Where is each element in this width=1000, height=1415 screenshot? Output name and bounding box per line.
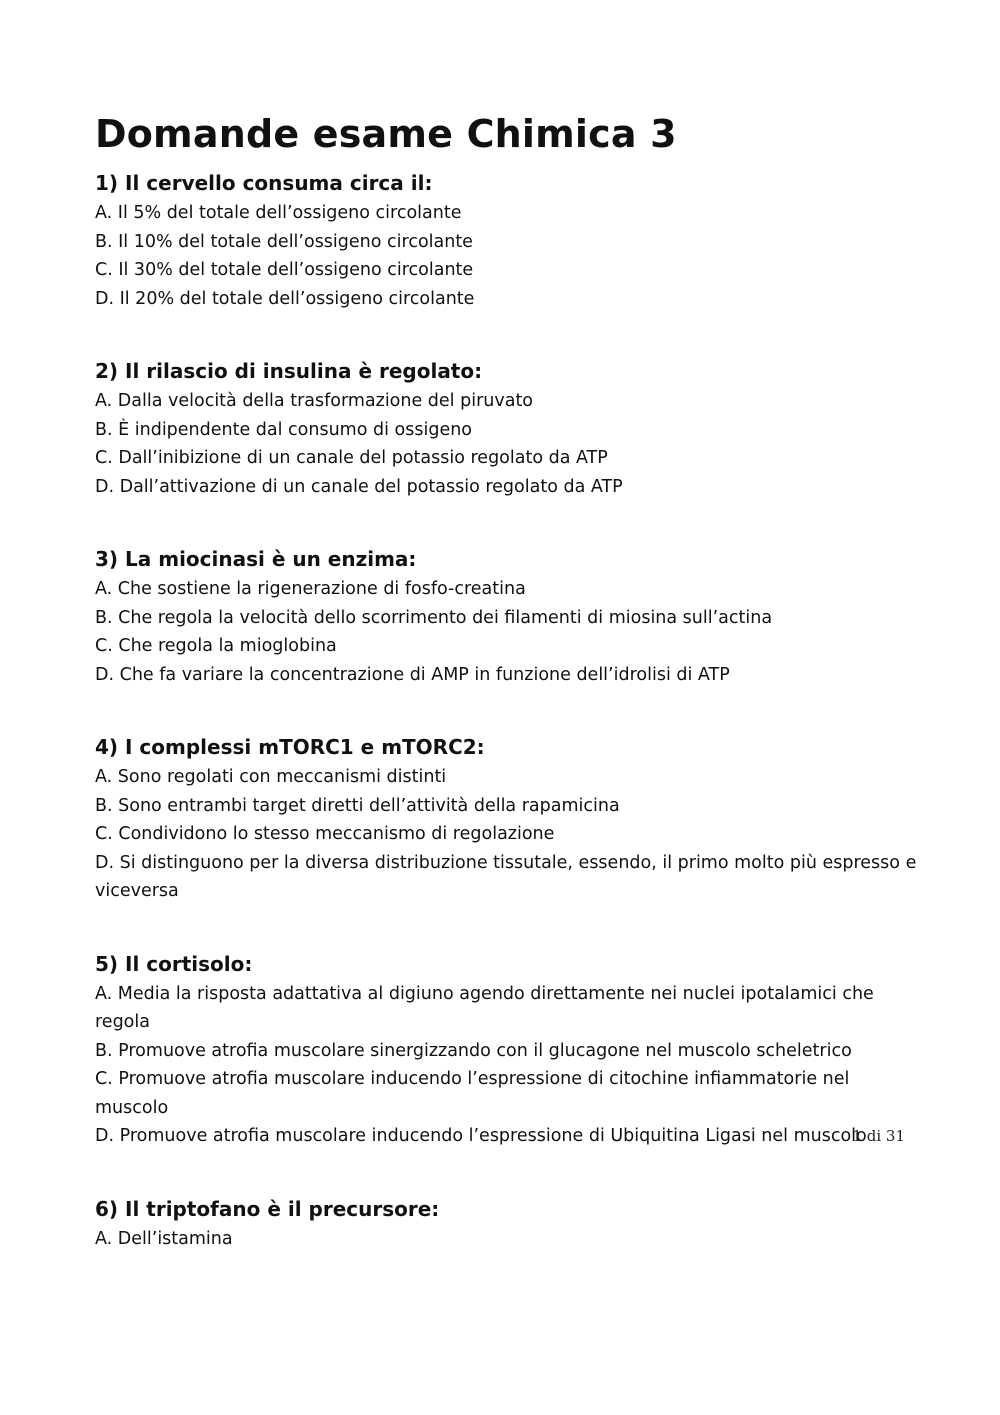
answer-option: D. Dall’attivazione di un canale del potassio regolato da ATP [95,476,623,497]
answer-option: B. Che regola la velocità dello scorrimento dei filamenti di miosina sull’actina [95,607,773,628]
answer-option: A. Dell’istamina [95,1228,233,1249]
answer-option: A. Dalla velocità della trasformazione del piruvato [95,391,534,411]
answer-option: D. Il 20% del totale dell’ossigeno circolante [95,288,475,309]
question-title: 3) La miocinasi è un enzima: [95,547,417,571]
answer-option: B. È indipendente dal consumo di ossigeno [95,419,473,440]
answer-option: C. Che regola la mioglobina [95,636,337,656]
document-title: Domande esame Chimica 3 [95,112,677,156]
question-title: 2) Il rilascio di insulina è regolato: [95,359,483,383]
answer-option: C. Condividono lo stesso meccanismo di regolazione [95,824,555,844]
answer-list [95,387,925,501]
answer-option: D. Che fa variare la concentrazione di AMP in funzione dell’idrolisi di ATP [95,664,730,685]
answer-list [95,1225,925,1254]
answer-option: C. Il 30% del totale dell’ossigeno circolante [95,260,474,280]
question-4 [95,731,925,906]
answer-list [95,575,925,689]
answer-option: D. Promuove atrofia muscolare inducendo l’espressione di Ubiquitina Ligasi nel muscolo [95,1126,867,1146]
question-title: 4) I complessi mTORC1 e mTORC2: [95,735,485,759]
answer-option: A. Che sostiene la rigenerazione di fosfo-creatina [95,579,526,599]
answer-option: A. Sono regolati con meccanismi distinti [95,767,447,787]
question-title: 5) Il cortisolo: [95,951,253,976]
answer-option: D. Si distinguono per la diversa distribuzione tissutale, essendo, il primo molto più espresso e viceversa [95,852,917,901]
answer-option: B. Promuove atrofia muscolare sinergizzando con il glucagone nel muscolo scheletrico [95,1040,852,1061]
answer-option: C. Promuove atrofia muscolare inducendo l’espressione di citochine infiammatorie nel muscolo [95,1069,850,1118]
question-title: 1) Il cervello consuma circa il: [95,171,433,195]
question-2 [95,355,925,501]
question-5 [95,948,925,1151]
answer-option: B. Il 10% del totale dell’ossigeno circolante [95,231,473,252]
answer-list [95,980,925,1151]
answer-option: B. Sono entrambi target diretti dell’attività della rapamicina [95,795,620,816]
question-1 [95,167,925,313]
answer-option: C. Dall’inibizione di un canale del potassio regolato da ATP [95,448,608,468]
answer-option: A. Il 5% del totale dell’ossigeno circolante [95,203,462,223]
question-title: 6) Il triptofano è il precursore: [95,1196,440,1221]
document-page [95,108,925,1253]
answer-list [95,199,925,313]
question-6 [95,1193,925,1254]
page-number: 1 di 31 [852,1127,905,1145]
question-3 [95,543,925,689]
answer-list [95,763,925,906]
answer-option: A. Media la risposta adattativa al digiuno agendo direttamente nei nuclei ipotalamici che regola [95,983,874,1032]
